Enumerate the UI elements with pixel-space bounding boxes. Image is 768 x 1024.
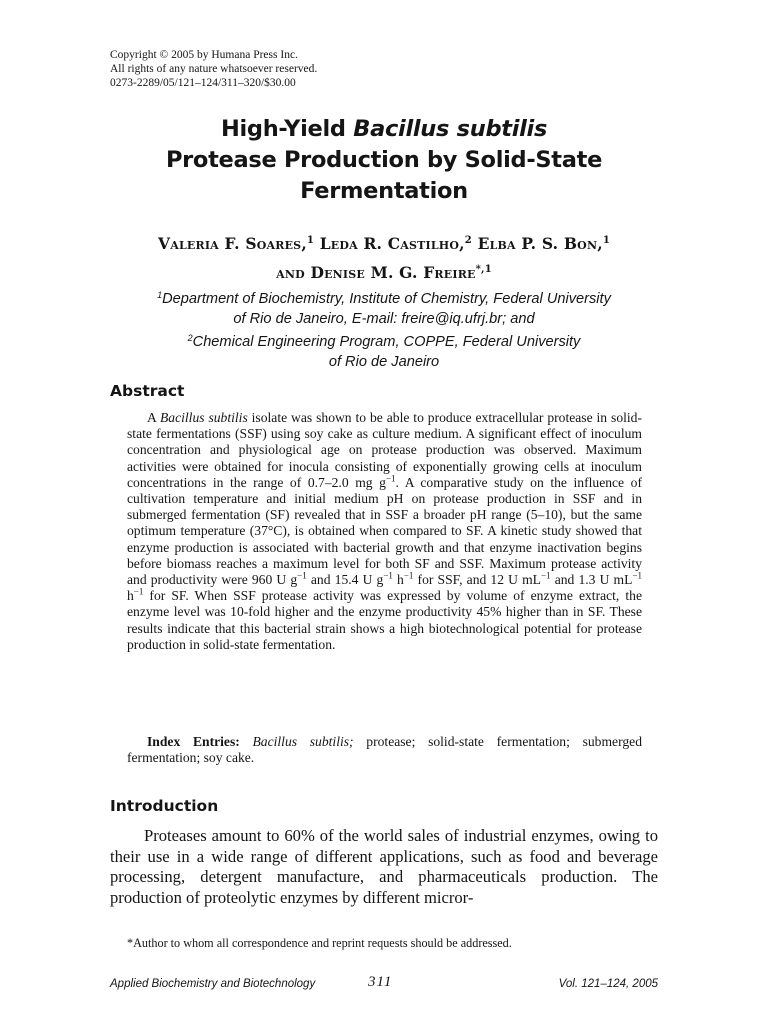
title-line-3: Fermentation xyxy=(300,178,468,204)
author-3-affil: 1 xyxy=(602,235,610,246)
author-line-1 xyxy=(0,228,768,257)
affil-line-1 xyxy=(0,286,768,310)
index-entries xyxy=(127,734,642,766)
exponent: −1 xyxy=(383,570,393,581)
affil-text-1: Department of Biochemistry, Institute of Chemistry, Federal University xyxy=(162,291,611,307)
copyright-notice xyxy=(110,48,317,90)
index-terms: protease; solid-state fermentation; submerged fermentation; soy cake. xyxy=(127,734,642,766)
page-number: 311 xyxy=(368,974,393,990)
abstract-text: h xyxy=(127,588,134,604)
abstract-text: and 1.3 U mL xyxy=(550,572,633,588)
exponent: −1 xyxy=(133,586,144,597)
author-1: Valeria F. Soares, xyxy=(158,234,307,253)
title-line-2: Protease Production by Solid-State xyxy=(165,147,603,173)
author-3: Elba P. S. Bon, xyxy=(477,234,603,253)
author-list xyxy=(0,228,768,286)
abstract-text: and 15.4 U g xyxy=(306,572,384,588)
affil-text-3: Chemical Engineering Program, COPPE, Federal University xyxy=(192,334,581,350)
index-species: Bacillus subtilis; xyxy=(239,734,354,749)
abstract-heading: Abstract xyxy=(110,382,185,400)
abstract-text: for SF. When SSF protease activity was expressed by volume of enzyme extract, the enzyme level was 10-fold higher and the enzyme productivity 45% higher than in SF. These results indicate that this bacterial strain shows a high biotechnological potential for protease production in solid-state fermentation. xyxy=(127,588,642,652)
affiliations xyxy=(0,286,768,372)
volume-info: Vol. 121–124, 2005 xyxy=(558,978,658,990)
affil-line-3 xyxy=(0,329,768,353)
affil-mark-2: 2 xyxy=(187,333,193,343)
abstract-text: for SSF, and 12 U mL xyxy=(413,572,541,588)
exponent: −1 xyxy=(632,570,642,581)
abstract-body xyxy=(127,410,642,653)
author-line-2 xyxy=(0,257,768,286)
exponent: −1 xyxy=(297,570,307,581)
title-line-1 xyxy=(0,114,768,145)
copyright-line: Copyright © 2005 by Humana Press Inc. xyxy=(110,49,298,61)
correspondence-footnote: *Author to whom all correspondence and reprint requests should be addressed. xyxy=(127,936,512,950)
author-4-affil: *,1 xyxy=(475,264,492,275)
author-2: Leda R. Castilho, xyxy=(319,234,465,253)
exponent: −1 xyxy=(385,473,396,484)
author-1-affil: 1 xyxy=(306,235,315,246)
affil-mark-1: 1 xyxy=(157,290,163,300)
journal-name: Applied Biochemistry and Biotechnology xyxy=(110,978,316,990)
title-prefix: High-Yield xyxy=(220,116,354,142)
abstract-text: . A comparative study on the influence of cultivation temperature and initial medium pH on protease production in SSF and in submerged fermentation (SF) revealed that in SSF a broader pH range (5–10), but the same optimum temperature (37°C), is obtained when compared to SF. A kinetic study showed that enzyme production is associated with bacterial growth and that enzyme inactivation begins before biomass reaches a maximum level for both SF and SSF. Maximum protease activity and productivity were 960 U g xyxy=(127,474,642,588)
issn-line: 0273-2289/05/121–124/311–320/$30.00 xyxy=(110,77,296,89)
introduction-body: Proteases amount to 60% of the world sales of industrial enzymes, owing to their use in a wide range of different applications, such as food and beverage processing, detergent manufacture, and pharmaceuticals production. The production of proteolytic enzymes by different micror- xyxy=(110,826,658,907)
title-species: Bacillus subtilis xyxy=(353,116,548,142)
paper-title xyxy=(0,114,768,207)
introduction-heading: Introduction xyxy=(110,797,219,815)
abstract-text: isolate was shown to be able to produce extracellular protease in solid-state fermentations (SSF) using soy cake as culture medium. A significant effect of inoculum concentration and physiological age on protease production was observed. Maximum activities were obtained for inocula consisting of exponentially growing cells at inoculum concentrations in the range of 0.7–2.0 mg g xyxy=(127,410,642,490)
author-4: Denise M. G. Freire xyxy=(310,263,476,282)
exponent: −1 xyxy=(403,570,414,581)
affil-line-4: of Rio de Janeiro xyxy=(328,353,440,370)
index-label: Index Entries: xyxy=(147,734,240,749)
abstract-text: h xyxy=(392,572,404,588)
exponent: −1 xyxy=(540,570,551,581)
abstract-species: Bacillus subtilis xyxy=(159,410,248,425)
author-2-affil: 2 xyxy=(464,235,472,246)
rights-line: All rights of any nature whatsoever reserved. xyxy=(110,63,318,75)
author-conjunction: and xyxy=(276,263,305,282)
affil-line-2: of Rio de Janeiro, E-mail: freire@iq.ufrj.br; and xyxy=(233,310,535,327)
abstract-text: A xyxy=(147,410,160,425)
